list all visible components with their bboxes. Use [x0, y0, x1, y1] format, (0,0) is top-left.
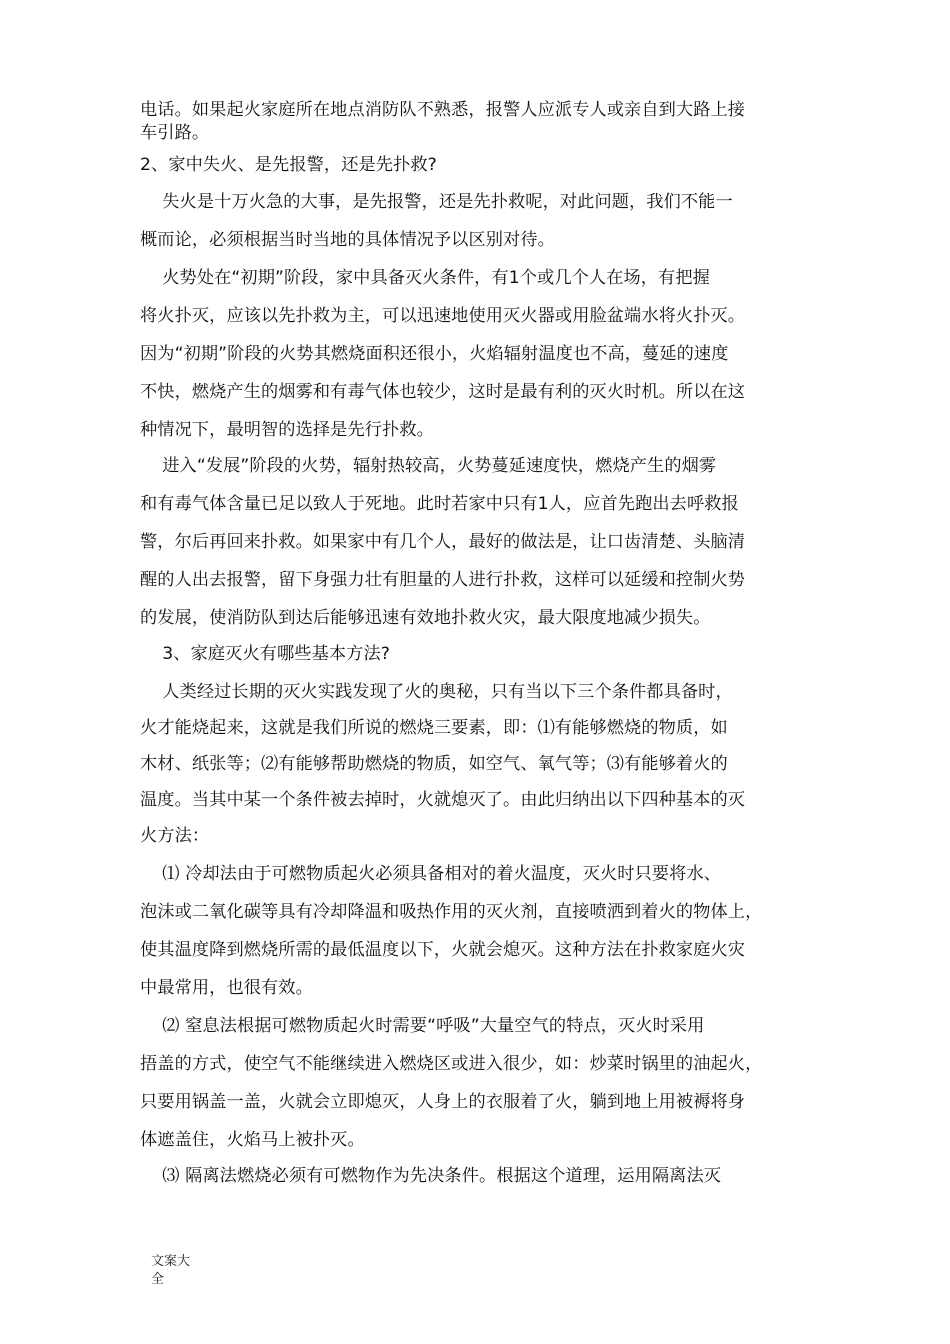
- text-line: ⑶ 隔离法燃烧必须有可燃物作为先决条件。根据这个道理，运用隔离法灭: [140, 1166, 722, 1186]
- text-line: ⑴ 冷却法由于可燃物质起火必须具备相对的着火温度，灭火时只要将水、: [140, 864, 722, 884]
- text-line: 体遮盖住，火焰马上被扑灭。: [140, 1130, 365, 1150]
- text-line: 中最常用，也很有效。: [140, 978, 313, 998]
- text-line: 捂盖的方式，使空气不能继续进入燃烧区或进入很少，如：炒菜时锅里的油起火，: [140, 1054, 763, 1074]
- text-line: 火才能烧起来，这就是我们所说的燃烧三要素，即：⑴有能够燃烧的物质，如: [140, 718, 728, 738]
- text-line: 因为“初期”阶段的火势其燃烧面积还很小，火焰辐射温度也不高，蔓延的速度: [140, 344, 729, 364]
- text-line: 警，尔后再回来扑救。如果家中有几个人，最好的做法是，让口齿清楚、头脑清: [140, 532, 746, 552]
- text-line: 进入“发展”阶段的火势，辐射热较高，火势蔓延速度快，燃烧产生的烟雾: [140, 456, 717, 476]
- text-line: 将火扑灭，应该以先扑救为主，可以迅速地使用灭火器或用脸盆端水将火扑灭。: [140, 306, 746, 326]
- text-line: 概而论，必须根据当时当地的具体情况予以区别对待。: [140, 230, 555, 250]
- text-line: 火方法：: [140, 826, 210, 846]
- text-line: 车引路。: [140, 123, 210, 143]
- page-footer: [151, 1253, 190, 1289]
- text-line: 泡沫或二氧化碳等具有冷却降温和吸热作用的灭火剂，直接喷洒到着火的物体上，: [140, 902, 763, 922]
- text-line: 和有毒气体含量已足以致人于死地。此时若家中只有1人，应首先跑出去呼救报: [140, 494, 739, 514]
- footer-line: 文案大: [151, 1254, 191, 1269]
- section-heading: 2、家中失火、是先报警，还是先扑救?: [140, 155, 437, 175]
- text-line: 只要用锅盖一盖，火就会立即熄灭，人身上的衣服着了火，躺到地上用被褥将身: [140, 1092, 746, 1112]
- text-line: ⑵ 窒息法根据可燃物质起火时需要“呼吸”大量空气的特点，灭火时采用: [140, 1016, 705, 1036]
- text-line: 木材、纸张等；⑵有能够帮助燃烧的物质，如空气、氧气等；⑶有能够着火的: [140, 754, 728, 774]
- text-line: 的发展，使消防队到达后能够迅速有效地扑救火灾，最大限度地减少损失。: [140, 608, 711, 628]
- text-line: 电话。如果起火家庭所在地点消防队不熟悉，报警人应派专人或亲自到大路上接: [140, 100, 746, 120]
- text-line: 醒的人出去报警，留下身强力壮有胆量的人进行扑救，这样可以延缓和控制火势: [140, 570, 746, 590]
- text-line: 火势处在“初期”阶段，家中具备灭火条件，有1个或几个人在场，有把握: [140, 268, 710, 288]
- footer-line: 全: [151, 1272, 165, 1287]
- text-line: 不快，燃烧产生的烟雾和有毒气体也较少，这时是最有利的灭火时机。所以在这: [140, 382, 746, 402]
- text-line: 使其温度降到燃烧所需的最低温度以下，火就会熄灭。这种方法在扑救家庭火灾: [140, 940, 746, 960]
- text-line: 温度。当其中某一个条件被去掉时，火就熄灭了。由此归纳出以下四种基本的灭: [140, 790, 746, 810]
- text-line: 人类经过长期的灭火实践发现了火的奥秘，只有当以下三个条件都具备时，: [140, 682, 733, 702]
- text-line: 失火是十万火急的大事，是先报警，还是先扑救呢，对此问题，我们不能一: [140, 192, 733, 212]
- section-heading: 3、家庭灭火有哪些基本方法?: [140, 644, 390, 664]
- text-line: 种情况下，最明智的选择是先行扑救。: [140, 420, 434, 440]
